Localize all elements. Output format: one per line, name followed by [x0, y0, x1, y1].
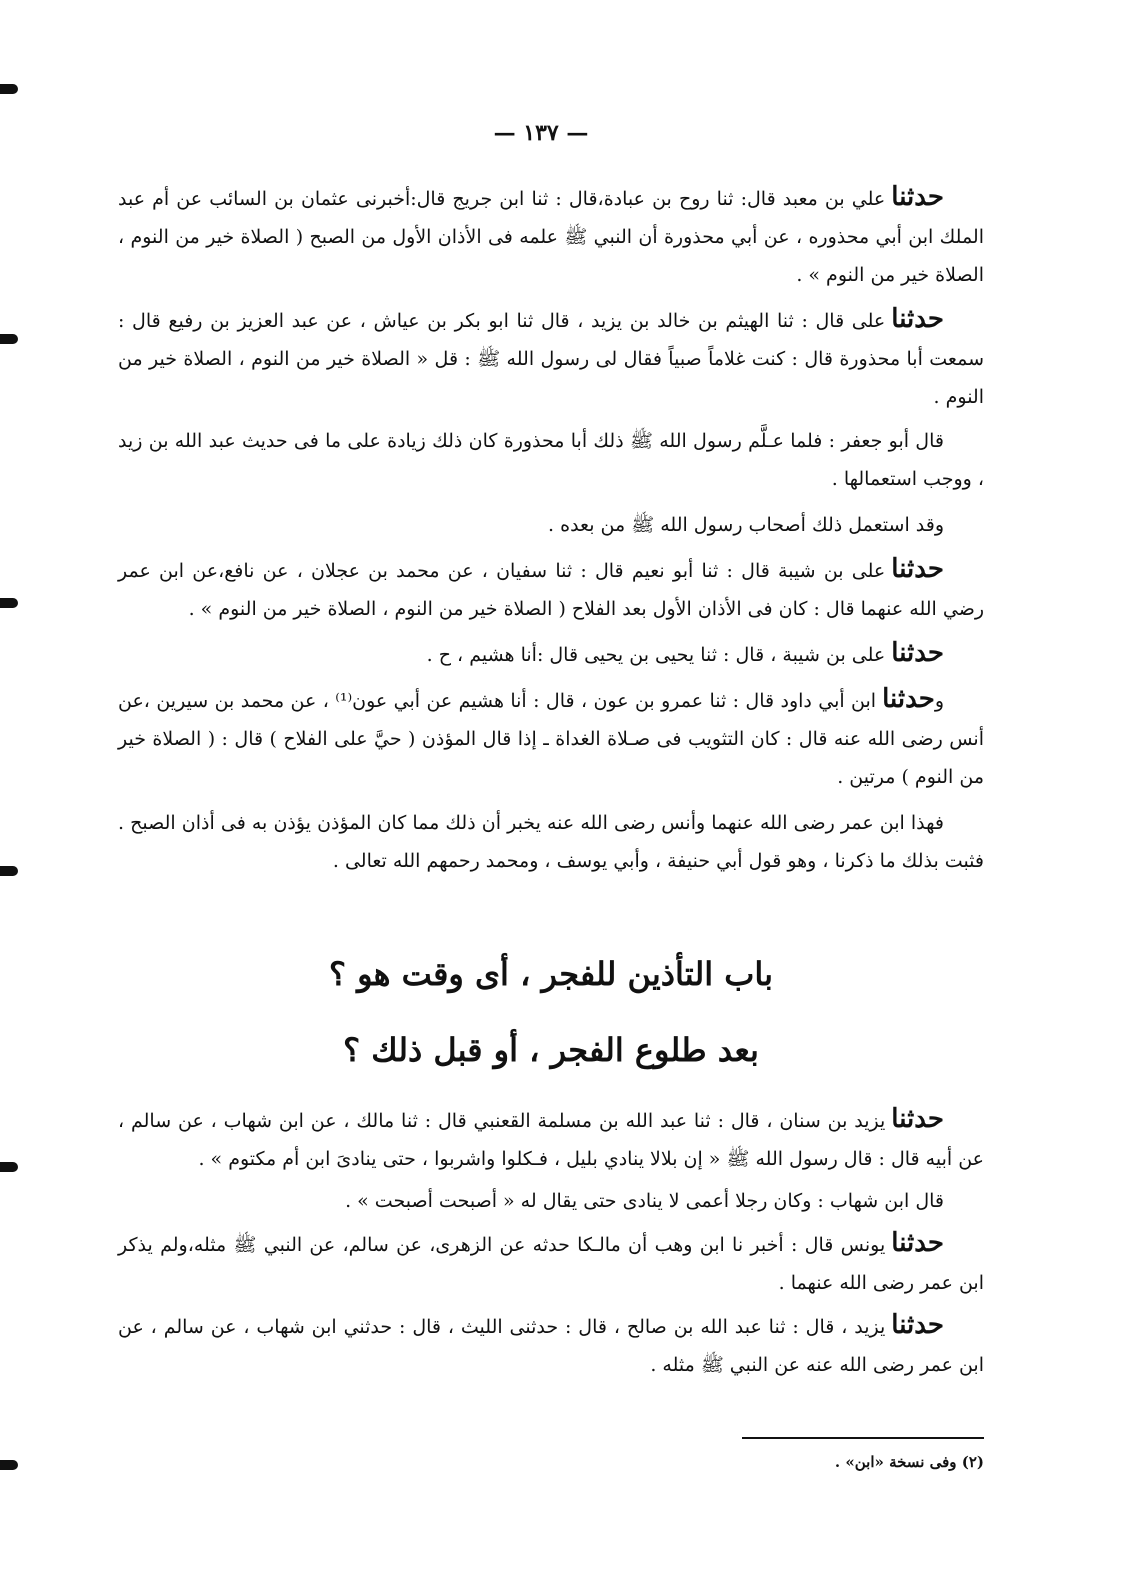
hadith-marker: حدثنا	[891, 182, 944, 212]
paragraph-text: يونس قال : أخبر نا ابن وهب أن مالـكا حدثه عن الزهرى، عن سالم، عن النبي ﷺ مثله،ولم يذكر ابن عمر رضى الله عنهما .	[118, 1234, 984, 1294]
paragraph-text: فهذا ابن عمر رضى الله عنهما وأنس رضى الله عنه يخبر أن ذلك مما كان المؤذن يؤذن به فى أذان الصبح . فثبت بذلك ما ذكرنا ، وهو قول أبي حنيفة ، وأبي يوسف ، ومحمد رحمهم الله تعالى .	[118, 812, 984, 872]
paragraph-9	[118, 1100, 984, 1178]
scan-mark	[0, 84, 18, 94]
scan-mark	[0, 334, 18, 344]
section-heading-line-2: بعد طلوع الفجر ، أو قبل ذلك ؟	[343, 1031, 759, 1069]
hadith-marker: حدثنا	[891, 638, 944, 668]
paragraph-6	[118, 634, 984, 674]
page-number: — ١٣٧ —	[493, 120, 589, 146]
paragraph-prefix: و	[934, 690, 944, 712]
hadith-marker: حدثنا	[882, 684, 935, 714]
paragraph-text: علي بن معبد قال: ثنا روح بن عبادة،قال : ثنا ابن جريج قال:أخبرنى عثمان بن السائب عن أم عبد الملك ابن أبي محذوره ، عن أبي محذورة أن النبي ﷺ علمه فى الأذان الأول من الصبح ( الصلاة خير من النوم ، الصلاة خير من النوم » .	[118, 188, 984, 286]
paragraph-text: وقد استعمل ذلك أصحاب رسول الله ﷺ من بعده .	[548, 514, 944, 536]
hadith-marker: حدثنا	[891, 304, 944, 334]
paragraph-12	[118, 1306, 984, 1384]
hadith-marker: حدثنا	[891, 554, 944, 584]
text-block-upper	[118, 178, 984, 880]
paragraph-text: ابن أبي داود قال : ثنا عمرو بن عون ، قال : أنا هشيم عن أبي عون⁽¹⁾ ، عن محمد بن سيرين ،عن أنس رضى الله عنه قال : كان التثويب فى صـلاة الغداة ـ إذا قال المؤذن ( حيَّ على الفلاح ) قال : ( الصلاة خير من النوم ) مرتين .	[118, 690, 984, 788]
paragraph-text: على قال : ثنا الهيثم بن خالد بن يزيد ، قال ثنا ابو بكر بن عياش ، عن عبد العزيز بن رفيع قال : سمعت أبا محذورة قال : كنت غلاماً صبياً فقال لى رسول الله ﷺ : قل « الصلاة خير من النوم ، الصلاة خير من النوم .	[118, 310, 984, 408]
hadith-marker: حدثنا	[891, 1228, 944, 1258]
paragraph-text: على بن شيبة ، قال : ثنا يحيى بن يحيى قال :أنا هشيم ، ح .	[426, 644, 886, 666]
paragraph-4	[118, 506, 984, 544]
paragraph-1	[118, 178, 984, 294]
footnote: (٢) وفى نسخة «ابن» .	[834, 1453, 984, 1471]
section-heading-line-1: باب التأذين للفجر ، أى وقت هو ؟	[329, 955, 773, 993]
paragraph-2	[118, 300, 984, 416]
footnote-rule	[742, 1437, 984, 1439]
paragraph-text: على بن شيبة قال : ثنا أبو نعيم قال : ثنا سفيان ، عن محمد بن عجلان ، عن نافع،عن ابن عمر رضي الله عنهما قال : كان فى الأذان الأول بعد الفلاح ( الصلاة خير من النوم ، الصلاة خير من النوم » .	[118, 560, 984, 620]
paragraph-text: قال ابن شهاب : وكان رجلا أعمى لا ينادى حتى يقال له « أصبحت أصبحت » .	[345, 1190, 944, 1212]
text-block-lower	[118, 1100, 984, 1384]
paragraph-3	[118, 422, 984, 498]
scan-mark	[0, 1460, 18, 1470]
paragraph-8	[118, 804, 984, 880]
scan-mark	[0, 598, 18, 608]
paragraph-7	[118, 680, 984, 796]
paragraph-10	[118, 1182, 984, 1220]
paragraph-5	[118, 550, 984, 628]
scan-mark	[0, 866, 18, 876]
scan-mark	[0, 1162, 18, 1172]
paragraph-text: يزيد بن سنان ، قال : ثنا عبد الله بن مسلمة القعنبي قال : ثنا مالك ، عن ابن شهاب ، عن سالم ، عن أبيه قال : قال رسول الله ﷺ « إن بلالا ينادي بليل ، فـكلوا واشربوا ، حتى ينادىَ ابن أم مكتوم » .	[118, 1110, 984, 1170]
hadith-marker: حدثنا	[891, 1104, 944, 1134]
hadith-marker: حدثنا	[891, 1310, 944, 1340]
paragraph-11	[118, 1224, 984, 1302]
paragraph-text: قال أبو جعفر : فلما عـلَّم رسول الله ﷺ ذلك أبا محذورة كان ذلك زيادة على ما فى حديث عبد الله بن زيد ، ووجب استعمالها .	[118, 430, 984, 490]
paragraph-text: يزيد ، قال : ثنا عبد الله بن صالح ، قال : حدثنى الليث ، قال : حدثني ابن شهاب ، عن سالم ، عن ابن عمر رضى الله عنه عن النبي ﷺ مثله .	[118, 1316, 984, 1376]
